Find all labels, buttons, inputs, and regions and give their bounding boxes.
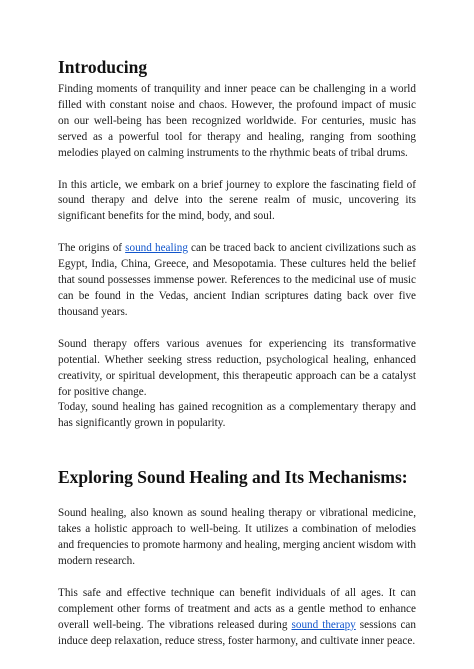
- mechanisms-heading: Exploring Sound Healing and Its Mechanisms:: [58, 467, 408, 488]
- intro-paragraph-3: [58, 241, 416, 321]
- sound-healing-link[interactable]: sound healing: [125, 242, 188, 255]
- spacer: [58, 432, 416, 466]
- mechanisms-paragraph-2-text-start: This safe and effective technique can benefit individuals of all ages. It can complement other forms of treatment and acts as a gentle method to enhance overall well-being. The vibrations released during: [58, 586, 416, 631]
- intro-paragraph-4: Sound therapy offers various avenues for experiencing its transformative potential. Whether seeking stress reduction, psychological healing, enhanced creativity, or spiritual development, this therapeutic approach can be a catalyst for positive change.: [58, 337, 416, 398]
- mechanisms-paragraph-2: [58, 586, 416, 650]
- sound-therapy-link[interactable]: sound therapy: [291, 618, 356, 631]
- mechanisms-paragraph-2-text-end: sessions can induce deep relaxation, reduce stress, foster harmony, and cultivate inner peace.: [58, 618, 416, 647]
- spacer: [58, 570, 416, 586]
- intro-paragraph-2: In this article, we embark on a brief journey to explore the fascinating field of sound therapy and delve into the serene realm of music, uncovering its significant benefits for the mind, body, and soul.: [58, 178, 416, 223]
- intro-paragraph-3-text-end: can be traced back to ancient civilizations such as Egypt, India, China, Greece, and Mesopotamia. These cultures held the belief that sound possesses immense power. References to the medicinal use of music can be found in the Vedas, ancient Indian scriptures dating back over five thousand years.: [58, 242, 416, 318]
- intro-paragraph-1: Finding moments of tranquility and inner peace can be challenging in a world filled with constant noise and chaos. However, the profound impact of music on our well-being has been recognized worldwide. For centuries, music has served as a powerful tool for therapy and healing, ranging from soothing melodies played on calming instruments to the rhythmic beats of tribal drums.: [58, 83, 416, 159]
- intro-paragraph-3-text-start: The origins of: [58, 242, 126, 255]
- intro-paragraph-5: Today, sound healing has gained recognition as a complementary therapy and has significantly grown in popularity.: [58, 401, 416, 430]
- spacer: [58, 162, 416, 178]
- mechanisms-paragraph-1: Sound healing, also known as sound healing therapy or vibrational medicine, takes a holistic approach to well-being. It utilizes a combination of melodies and frequencies to promote harmony and healing, merging ancient wisdom with modern research.: [58, 507, 417, 567]
- spacer: [58, 488, 416, 506]
- document-content: [58, 56, 416, 649]
- spacer: [58, 321, 416, 337]
- spacer: [58, 225, 416, 241]
- intro-heading: Introducing: [58, 57, 148, 77]
